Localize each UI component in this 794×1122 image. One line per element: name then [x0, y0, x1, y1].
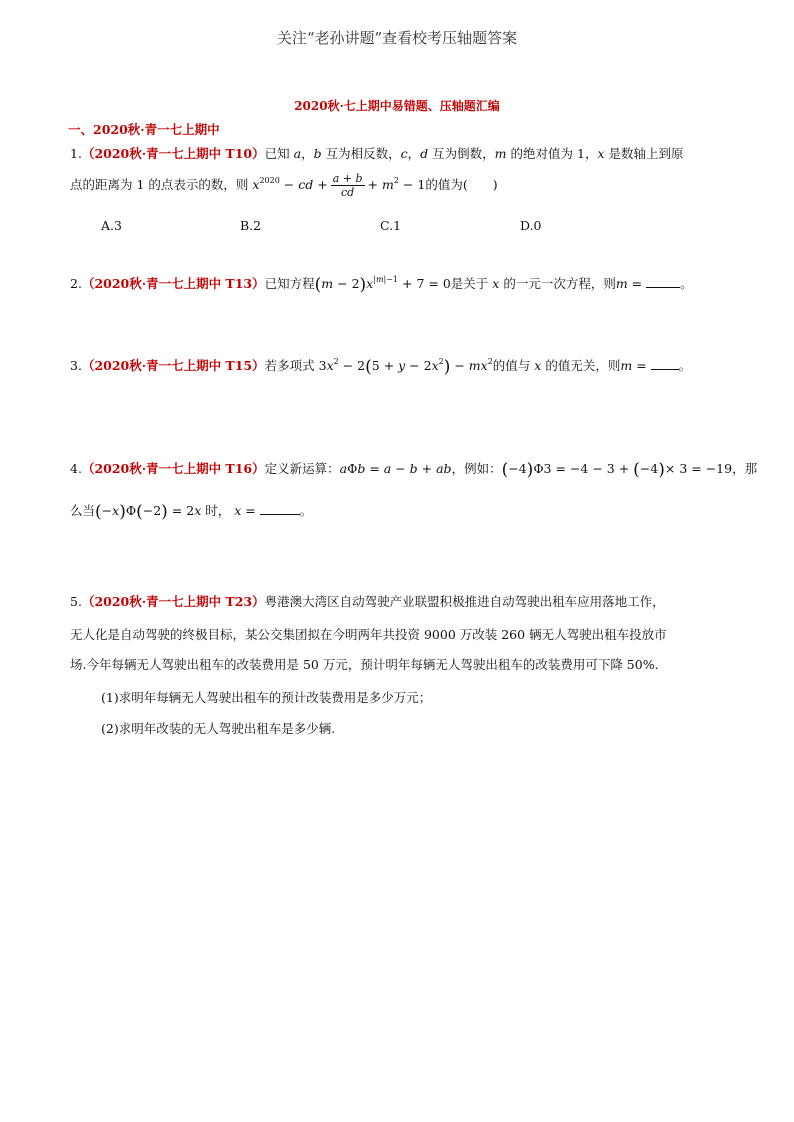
- q4-text: 么当: [70, 503, 96, 518]
- q4-text: 时，: [205, 503, 231, 518]
- question-5-line-2: 无人化是自动驾驶的终极目标，某公交集团拟在今明两年共投资 9000 万改装 260 辆无人驾驶出租车投放市: [70, 627, 667, 642]
- option-a: A.3: [101, 218, 122, 233]
- q1-text: 是数轴上到原: [608, 146, 684, 161]
- q2-text: 是关于: [450, 276, 489, 291]
- option-b: B.2: [240, 218, 262, 233]
- answer-blank[interactable]: [260, 502, 300, 515]
- q3-text: 的值与: [492, 358, 531, 373]
- question-number: 2.: [70, 276, 82, 291]
- q1-text: 互为相反数，: [325, 146, 401, 161]
- question-5-sub-2: (2)求明年改装的无人驾驶出租车是多少辆.: [101, 721, 336, 736]
- section-heading: 一、2020秋·青一七上期中: [68, 122, 220, 137]
- page-header: 关注“老孙讲题”查看校考压轴题答案: [276, 29, 518, 47]
- question-source: （2020秋·青一七上期中 T15）: [81, 358, 265, 373]
- question-1-line-2: 点的距离为 1 的点表示的数，则 $x^{2020}$ − cd + $\frac{a + b}{cd}$ + $m^2 - 1$的值为( ): [70, 172, 498, 199]
- q3-text: 若多项式: [264, 358, 315, 373]
- question-number: 4.: [70, 461, 82, 476]
- question-number: 3.: [70, 358, 82, 373]
- question-4-line-1: 4.（2020秋·青一七上期中 T16）定义新运算：aΦb = a − b + ab，例如：(−4)Φ3 = −4 − 3 + (−4)× 3 = −19，那: [70, 460, 758, 480]
- question-source: （2020秋·青一七上期中 T13）: [81, 276, 265, 291]
- q4-text: 定义新运算：: [264, 461, 340, 476]
- option-c: C.1: [380, 218, 402, 233]
- answer-blank[interactable]: [651, 357, 679, 370]
- question-source: （2020秋·青一七上期中 T10）: [81, 146, 265, 161]
- fraction: $\frac{a + b}{cd}$: [332, 172, 363, 199]
- question-5-line-1: [70, 593, 665, 611]
- document-title: 2020秋·七上期中易错题、压轴题汇编: [294, 99, 500, 113]
- question-1-line-1: 1.（2020秋·青一七上期中 T10）已知 a，b 互为相反数，c，d 互为倒数，m 的绝对值为 1，x 是数轴上到原: [70, 146, 684, 161]
- q4-text: ，那: [732, 461, 758, 476]
- q2-text: 已知方程: [264, 276, 315, 291]
- question-4-line-2: 么当(−x)Φ(−2) = 2x 时， x = 。: [70, 502, 313, 522]
- question-3: 3.（2020秋·青一七上期中 T15）若多项式 $3x^2 - 2(5 + y - 2x^2) - mx^2$的值与 x 的值无关，则m = 。: [70, 357, 692, 377]
- question-5-sub-1: (1)求明年每辆无人驾驶出租车的预计改装费用是多少万元；: [101, 690, 432, 705]
- q5-text: 粤港澳大湾区自动驾驶产业联盟积极推进自动驾驶出租车应用落地工作，: [264, 594, 665, 609]
- question-source: （2020秋·青一七上期中 T16）: [81, 461, 265, 476]
- question-source: （2020秋·青一七上期中 T23）: [81, 594, 265, 609]
- q4-text: ，例如：: [451, 461, 502, 476]
- question-number: 5.: [70, 594, 82, 609]
- option-d: D.0: [520, 218, 542, 233]
- q1-text: 互为倒数，: [432, 146, 495, 161]
- q2-text: 的一元一次方程，则: [503, 276, 616, 291]
- question-5-line-3: 场.今年每辆无人驾驶出租车的改装费用是 50 万元，预计明年每辆无人驾驶出租车的改装费用可下降 50%.: [70, 657, 659, 672]
- question-number: 1.: [70, 146, 82, 161]
- answer-blank[interactable]: [646, 275, 680, 288]
- q1-text: 的绝对值为 1，: [510, 146, 598, 161]
- question-2: 2.（2020秋·青一七上期中 T13）已知方程$(m - 2)x^{|m|-1} + 7 = 0$是关于 x 的一元一次方程，则m = 。: [70, 275, 693, 295]
- q1-text: 的值为( ): [425, 177, 498, 192]
- q1-text: 已知: [264, 146, 290, 161]
- q3-text: 的值无关，则: [545, 358, 621, 373]
- q1-text: 点的距离为 1 的点表示的数，则: [70, 177, 249, 192]
